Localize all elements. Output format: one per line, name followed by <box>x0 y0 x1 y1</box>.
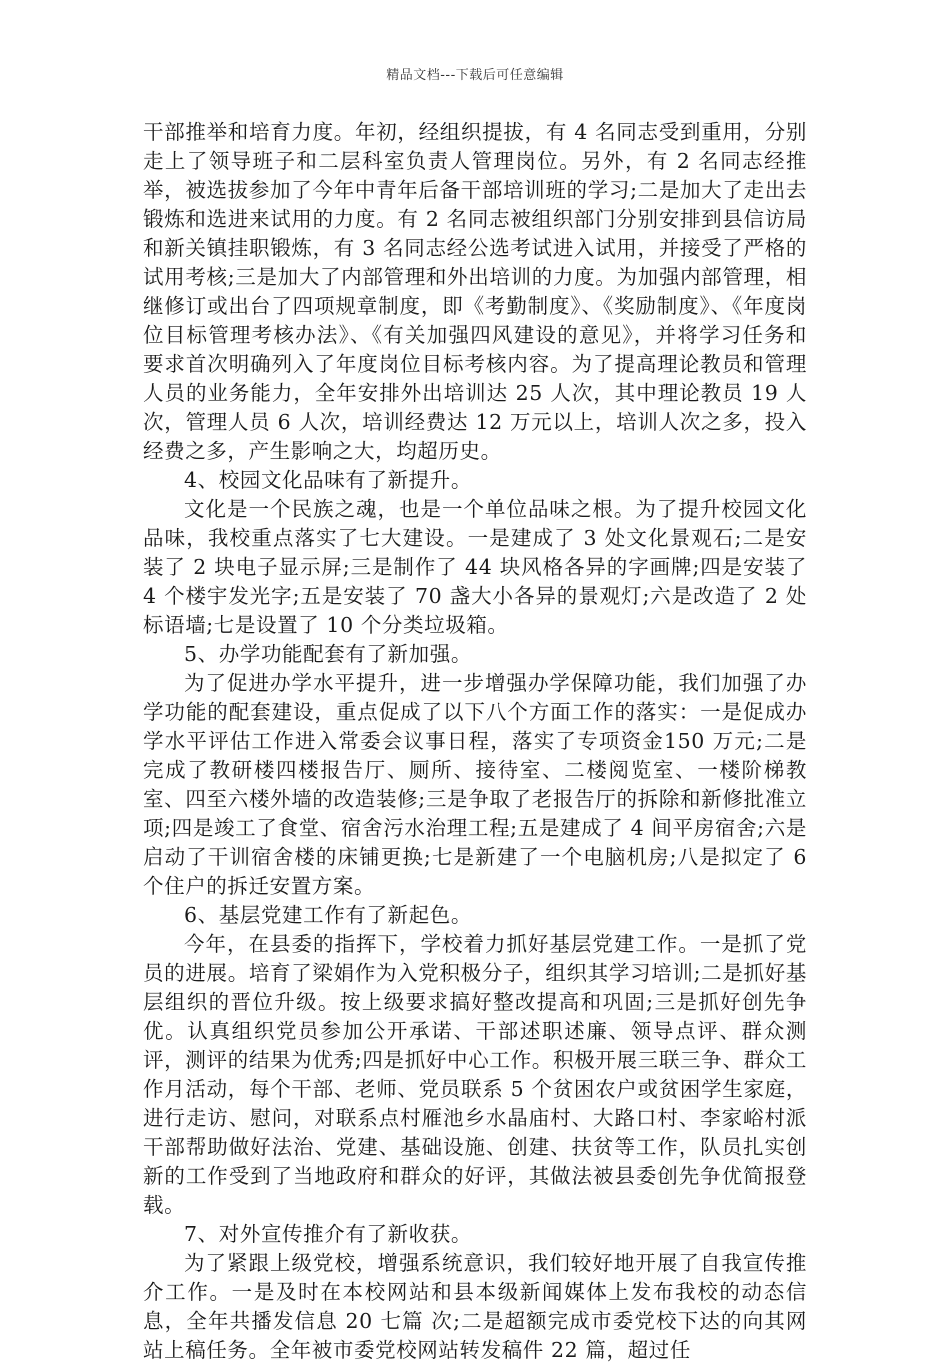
body-paragraph: 为了促进办学水平提升，进一步增强办学保障功能，我们加强了办学功能的配套建设，重点促成了以下八个方面工作的落实：一是促成办学水平评估工作进入常委会议事日程，落实了专项资金150 万元;二是完成了教研楼四楼报告厅、厕所、接待室、二楼阅览室、一楼阶梯教室、四至六楼外墙的改造装修;三是争取了老报告厅的拆除和新修批准立项;四是竣工了食堂、宿舍污水治理工程;五是建成了 4 间平房宿舍;六是启动了干训宿舍楼的床铺更换;七是新建了一个电脑机房;八是拟定了 6 个住户的拆迁安置方案。 <box>143 671 807 898</box>
section-heading: 6、基层党建工作有了新起色。 <box>184 903 472 927</box>
body-paragraph: 干部推举和培育力度。年初，经组织提拔，有 4 名同志受到重用，分别走上了领导班子和二层科室负责人管理岗位。另外，有 2 名同志经推举，被选拔参加了今年中青年后备干部培训班的学习;二是加大了走出去锻炼和选进来试用的力度。有 2 名同志被组织部门分别安排到县信访局和新关镇挂职锻炼，有 3 名同志经公选考试进入试用，并接受了严格的试用考核;三是加大了内部管理和外出培训的力度。为加强内部管理，相继修订或出台了四项规章制度，即《考勤制度》、《奖励制度》、《年度岗位目标管理考核办法》、《有关加强四风建设的意见》，并将学习任务和要求首次明确列入了年度岗位目标考核内容。为了提高理论教员和管理人员的业务能力，全年安排外出培训达 25 人次，其中理论教员 19 人次，管理人员 6 人次，培训经费达 12 万元以上，培训人次之多，投入经费之多，产生影响之大，均超历史。 <box>143 120 807 463</box>
section-heading: 5、办学功能配套有了新加强。 <box>184 642 472 666</box>
body-paragraph: 今年，在县委的指挥下，学校着力抓好基层党建工作。一是抓了党员的进展。培育了梁娟作为入党积极分子，组织其学习培训;二是抓好基层组织的晋位升级。按上级要求搞好整改提高和巩固;三是抓好创先争优。认真组织党员参加公开承诺、干部述职述廉、领导点评、群众测评，测评的结果为优秀;四是抓好中心工作。积极开展三联三争、群众工作月活动，每个干部、老师、党员联系 5 个贫困农户或贫困学生家庭，进行走访、慰问，对联系点村雁池乡水晶庙村、大路口村、李家峪村派干部帮助做好法治、党建、基础设施、创建、扶贫等工作，队员扎实创新的工作受到了当地政府和群众的好评，其做法被县委创先争优简报登载。 <box>143 932 807 1217</box>
page-header: 精品文档---下载后可任意编辑 <box>386 68 564 83</box>
body-paragraph: 为了紧跟上级党校，增强系统意识，我们较好地开展了自我宣传推介工作。一是及时在本校网站和县本级新闻媒体上发布我校的动态信息，全年共播发信息 20 七篇 次;二是超额完成市委党校下达的向其网站上稿任务。全年被市委党校网站转发稿件 22 篇，超过任 <box>143 1251 807 1362</box>
body-paragraph: 文化是一个民族之魂，也是一个单位品味之根。为了提升校园文化品味，我校重点落实了七大建设。一是建成了 3 处文化景观石;二是安装了 2 块电子显示屏;三是制作了 44 块风格各异的字画牌;四是安装了 4 个楼宇发光字;五是安装了 70 盏大小各异的景观灯;六是改造了 2 处标语墙;七是设置了 10 个分类垃圾箱。 <box>143 497 807 637</box>
section-heading: 4、校园文化品味有了新提升。 <box>184 468 472 492</box>
document-body <box>143 118 807 1365</box>
section-heading: 7、对外宣传推介有了新收获。 <box>184 1222 472 1246</box>
